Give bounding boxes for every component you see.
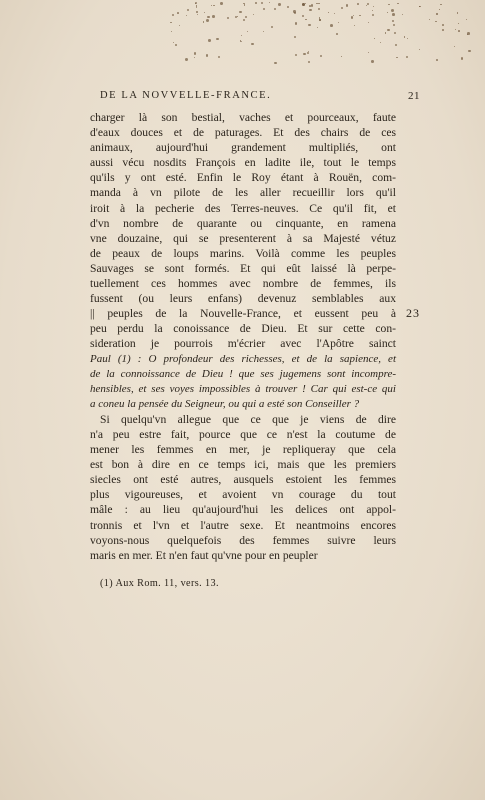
page-number: 21 [408, 90, 420, 102]
foxing-spot [354, 25, 355, 26]
foxing-spot [309, 9, 312, 12]
foxing-spot [196, 11, 198, 13]
foxing-spot [318, 8, 320, 10]
foxing-spot [308, 24, 311, 27]
foxing-spot [419, 6, 421, 8]
foxing-spot [367, 3, 369, 5]
foxing-spot [374, 38, 375, 39]
foxing-spot [442, 24, 444, 26]
foxing-spot [274, 62, 277, 65]
text-line: de peaux de loups marins. Voilà comme les peuples [90, 246, 396, 260]
text-line: iroit à la pecherie des Terres-neuves. Ce qu'il fit, et [90, 201, 396, 215]
foxing-spot [245, 16, 247, 18]
foxing-spot [319, 19, 321, 21]
foxing-spot [320, 55, 322, 57]
running-title: DE LA NOVVELLE-FRANCE. [100, 90, 272, 101]
foxing-spot [308, 61, 311, 64]
foxing-spot [211, 5, 212, 6]
text-line: Si quelqu'vn allegue que ce que je viens de dire [100, 412, 396, 426]
foxing-spot [388, 4, 390, 6]
foxing-spot [366, 5, 367, 6]
foxing-spot [206, 54, 208, 56]
foxing-spot [271, 26, 273, 28]
text-line: de la connoissance de Dieu ! que ses jugemens sont incompre- [90, 367, 396, 380]
foxing-spot [373, 6, 374, 7]
foxing-spot [406, 56, 408, 58]
foxing-spot [173, 42, 175, 44]
foxing-spot [330, 24, 333, 27]
foxing-spot [307, 52, 309, 54]
foxing-spot [391, 9, 394, 12]
foxing-spot [239, 11, 242, 14]
foxing-spot [436, 13, 437, 14]
foxing-spot [346, 4, 348, 6]
foxing-spot [387, 12, 388, 13]
foxing-spot [357, 3, 359, 5]
foxing-spot [458, 30, 460, 32]
foxing-spot [208, 39, 211, 42]
text-line: maris en mer. Et n'en faut qu'vne pour en peupler [90, 548, 318, 562]
foxing-spot [457, 12, 459, 14]
foxing-spot [263, 8, 265, 10]
foxing-spot [359, 15, 360, 16]
foxing-spot [194, 52, 196, 54]
text-line: tronnis et l'vn et l'autre sexe. Et neantmoins encores [90, 518, 396, 532]
foxing-spot [187, 9, 189, 11]
foxing-spot [294, 36, 296, 38]
foxing-spot [179, 25, 180, 26]
foxing-spot [440, 4, 442, 6]
text-line: Paul (1) : O profondeur des richesses, et de la sapience, et [90, 352, 396, 365]
foxing-spot [204, 12, 205, 13]
foxing-spot [419, 49, 420, 50]
foxing-spot [212, 15, 215, 18]
foxing-spot [402, 14, 404, 16]
foxing-spot [177, 12, 179, 14]
foxing-spot [244, 4, 246, 6]
foxing-spot [461, 57, 464, 60]
foxing-spot [368, 52, 369, 53]
foxing-spot [269, 2, 270, 3]
text-line: d'vn nombre de quarante ou cinquante, en ramena [90, 216, 396, 230]
text-line: aussi vécu nosdits François en ladite ile, tout le temps [90, 156, 396, 170]
foxing-spot [218, 56, 220, 58]
text-line: || peuples de la Nouvelle-France, et eussent peu à [90, 307, 396, 321]
text-line: mâle : au lieu qu'aujourd'hui les delices ont appol- [90, 503, 396, 517]
text-line: manda à vn pilote de les aller recueillir lors qu'il [90, 186, 396, 200]
foxing-spot [253, 14, 255, 16]
foxing-spot [395, 44, 397, 46]
foxing-spot [334, 13, 335, 14]
foxing-spot [302, 15, 304, 17]
text-line: d'eaux douces et de paturages. Et des chairs de ces [90, 126, 396, 140]
foxing-spot [397, 3, 399, 5]
foxing-spot [371, 60, 374, 63]
foxing-spot [170, 22, 172, 24]
text-line: vne douzaine, qui se presenterent à sa Majesté vétuz [90, 231, 396, 245]
text-line: animaux, aujourd'hui grandement multipliés, ont [90, 141, 396, 155]
foxing-spot [318, 3, 319, 4]
text-line: voyons-nous quelquefois des femmes suivre leurs [90, 533, 396, 547]
foxing-spot [458, 23, 459, 24]
text-line: plus vigoureuses, et avoient vn courage du tout [90, 488, 396, 502]
foxing-spot [436, 59, 438, 61]
foxing-spot [394, 32, 396, 34]
foxing-spot [203, 21, 205, 23]
foxing-spot [429, 19, 430, 20]
foxing-spot [309, 5, 311, 7]
foxing-spot [206, 19, 209, 22]
foxing-spot [274, 8, 276, 10]
foxing-spot [338, 22, 339, 23]
foxing-spot [295, 54, 297, 56]
foxing-spot [351, 16, 353, 18]
foxing-spot [407, 38, 408, 39]
foxing-spot [294, 12, 297, 15]
foxing-spot [341, 7, 343, 9]
foxing-spot [454, 46, 456, 48]
foxing-spot [220, 2, 223, 5]
foxing-spot [237, 16, 238, 17]
foxing-spot [305, 19, 306, 20]
foxing-spot [261, 2, 263, 4]
foxing-spot [392, 20, 394, 22]
foxing-spot [197, 14, 198, 15]
foxing-spot [435, 21, 436, 22]
text-line: n'a peu estre fait, pource que ce n'est la coutume de [90, 427, 396, 441]
foxing-spot [186, 15, 188, 17]
text-line: charger là son bestial, vaches et pourceaux, faute [90, 111, 396, 124]
foxing-spot [311, 4, 314, 7]
text-line: tuellement ces hommes avec nombre de femmes, ils [90, 277, 396, 291]
foxing-spot [341, 56, 342, 57]
foxing-spot [387, 29, 390, 32]
foxing-spot [255, 2, 257, 4]
text-line: mener les femmes en mer, je repliqueray que cela [90, 443, 396, 457]
foxing-spot [393, 24, 395, 26]
foxing-spot [336, 33, 338, 35]
foxing-spot [305, 3, 306, 4]
foxing-spot [247, 31, 249, 33]
foxing-spot [368, 22, 369, 23]
foxing-spot [213, 5, 215, 7]
foxing-spot [380, 42, 381, 43]
foxing-spot [185, 58, 188, 61]
foxing-spot [243, 19, 245, 21]
foxing-spot [287, 6, 289, 8]
foxing-spot [316, 3, 318, 5]
foxing-spot [385, 32, 386, 33]
text-line: a coneu la pensée du Seigneur, ou qui a esté son Conseiller ? [90, 397, 360, 410]
text-line: est bon à dire en ce temps ici, mais que les premiers [90, 458, 396, 472]
text-line: Sauvages se sont formés. Et qui eût laissé là perpe- [90, 261, 396, 275]
text-line: peu perdu la conoissance de Dieu. Et sur cette con- [90, 322, 396, 336]
foxing-spot [328, 12, 329, 13]
foxing-spot [468, 50, 470, 52]
foxing-spot [466, 19, 467, 20]
foxing-spot [241, 35, 242, 36]
foxing-spot [442, 29, 444, 31]
foxing-spot [404, 36, 405, 37]
text-line: sideration je pourrois m'écrier avec l'Apôtre sainct [90, 337, 396, 351]
foxing-spot [396, 57, 398, 59]
body-text [90, 110, 396, 563]
foxing-spot [455, 29, 456, 30]
foxing-spot [263, 31, 264, 32]
foxing-spot [216, 38, 218, 40]
foxing-spot [372, 10, 373, 11]
text-line: siecles ont esté autres, ausquels estoient les femmes [90, 473, 396, 487]
foxing-spot [303, 53, 305, 55]
foxing-spot [171, 31, 172, 32]
foxing-spot [439, 9, 440, 10]
foxing-spot [278, 3, 281, 6]
foxing-spot [392, 13, 395, 16]
foxing-spot [194, 57, 195, 58]
foxing-spot [353, 15, 354, 16]
footnote: (1) Aux Rom. 11, vers. 13. [100, 578, 219, 589]
foxing-spot [372, 14, 374, 16]
foxing-spot [295, 22, 297, 24]
foxing-spot [251, 43, 254, 46]
foxing-spot [175, 44, 177, 46]
foxing-spot [227, 17, 229, 19]
foxing-spot [196, 7, 197, 8]
foxing-spot [207, 16, 210, 19]
foxing-spot [172, 14, 174, 16]
foxing-spot [317, 27, 318, 28]
margin-page-reference: 23 [406, 306, 420, 320]
running-header [100, 90, 420, 104]
foxing-spot [241, 41, 242, 42]
text-line: hensibles, et ses voyes impossibles à trouver ! Car qui est-ce qui [90, 382, 396, 395]
text-line: qu'ils y ont esté. Enfin le Roy étant à Rouën, com- [90, 171, 396, 185]
foxing-spot [302, 3, 305, 6]
text-line: fussent (ou leurs enfans) devenuz semblables aux [90, 292, 396, 306]
